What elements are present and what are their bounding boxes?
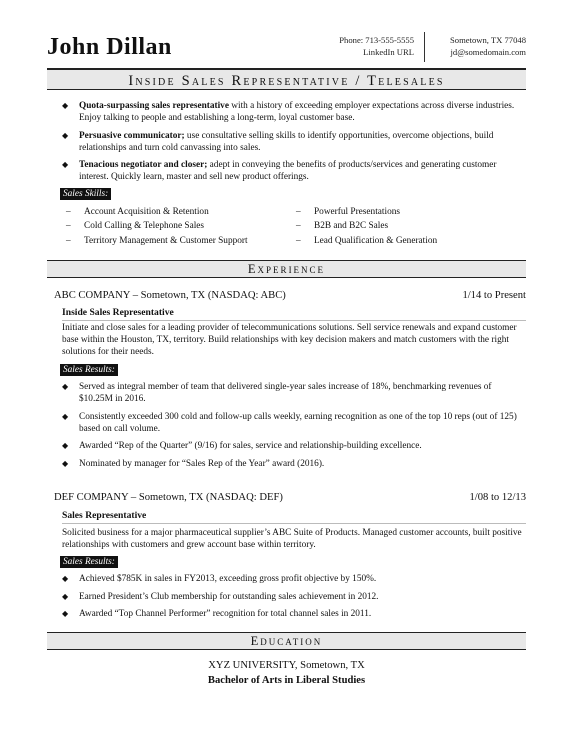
diamond-bullet-icon: ◆ <box>62 101 69 110</box>
skill-item: Powerful Presentations <box>314 207 400 217</box>
school-name: XYZ UNIVERSITY, Sometown, TX <box>208 660 365 671</box>
summary-list <box>62 100 526 189</box>
phone-text: Phone: 713-555-5555 <box>339 35 414 45</box>
skill-item: Territory Management & Customer Support <box>84 235 248 246</box>
skill-item: Lead Qualification & Generation <box>314 235 438 246</box>
skill-item: Cold Calling & Telephone Sales <box>84 221 205 232</box>
contact-block-left <box>300 34 414 58</box>
company-name: DEF COMPANY – Sometown, TX (NASDAQ: DEF) <box>54 492 283 503</box>
sales-results-label: Sales Results: <box>60 364 118 376</box>
summary-text: with a history of exceeding employer expectations across diverse industries. Enjoy talking to people and establishing a long-term, loyal customer base. <box>79 101 515 123</box>
job-role: Sales Representative <box>62 510 526 524</box>
title-banner: Inside Sales Representative / Telesales <box>47 68 526 90</box>
summary-lead: Quota-surpassing sales representative <box>79 101 229 111</box>
job-dates: 1/08 to 12/13 <box>469 492 526 503</box>
summary-lead: Persuasive communicator; <box>79 130 185 141</box>
result-item <box>62 591 526 603</box>
result-item <box>62 608 526 620</box>
job-header <box>54 491 526 504</box>
result-text: Nominated by manager for “Sales Rep of the Year” award (2016). <box>79 458 325 469</box>
skills-column-2 <box>296 205 516 248</box>
linkedin-link[interactable]: LinkedIn URL <box>363 47 414 57</box>
summary-text: adept in conveying the benefits of products/services and generating customer interest. Quickly learn, master and sell new product offerings. <box>79 160 497 182</box>
dash-bullet: – <box>66 221 71 232</box>
results-list <box>62 381 526 475</box>
diamond-bullet-icon: ◆ <box>62 130 69 140</box>
summary-text: use consultative selling skills to identify opportunities, overcome objections, build relationships and turn cold canvassing into sales. <box>79 130 494 153</box>
results-list <box>62 573 526 626</box>
summary-item <box>62 100 526 124</box>
result-text: Served as integral member of team that delivered single-year sales increase of 18%, benchmarking revenues of $10.25M in 2016. <box>79 382 492 404</box>
summary-item <box>62 130 526 154</box>
sales-skills-label: Sales Skills: <box>60 188 111 200</box>
result-text: Achieved $785K in sales in FY2013, exceeding gross profit objective by 150%. <box>79 574 377 584</box>
skills-column-1 <box>66 205 286 248</box>
result-item <box>62 440 526 452</box>
diamond-bullet-icon: ◆ <box>62 591 69 601</box>
skill-item: Account Acquisition & Retention <box>84 207 209 217</box>
result-item <box>62 458 526 470</box>
education-heading: Education <box>47 632 526 650</box>
dash-bullet: – <box>296 207 301 217</box>
diamond-bullet-icon: ◆ <box>62 609 69 618</box>
dash-bullet: – <box>66 235 71 246</box>
dash-bullet: – <box>296 235 301 246</box>
sales-results-label: Sales Results: <box>60 556 118 568</box>
dash-bullet: – <box>66 207 71 217</box>
job-description: Solicited business for a major pharmaceutical supplier’s ABC Suite of Products. Managed customer accounts, built positive relationships with customers and grew account base within territory. <box>62 528 522 550</box>
location-text: Sometown, TX 77048 <box>450 35 526 45</box>
company-name: ABC COMPANY – Sometown, TX (NASDAQ: ABC) <box>54 290 286 301</box>
result-text: Awarded “Rep of the Quarter” (9/16) for sales, service and relationship-building excellence. <box>79 441 422 451</box>
diamond-bullet-icon: ◆ <box>62 382 69 391</box>
dash-bullet: – <box>296 221 301 232</box>
job-dates: 1/14 to Present <box>462 290 526 301</box>
diamond-bullet-icon: ◆ <box>62 574 69 583</box>
result-text: Awarded “Top Channel Performer” recognition for total channel sales in 2011. <box>79 609 372 619</box>
contact-divider <box>424 32 425 62</box>
job-header <box>54 289 526 302</box>
job-role: Inside Sales Representative <box>62 307 526 321</box>
result-item <box>62 381 526 405</box>
skill-item: B2B and B2C Sales <box>314 221 389 232</box>
diamond-bullet-icon: ◆ <box>62 160 69 169</box>
result-text: Earned President’s Club membership for outstanding sales achievement in 2012. <box>79 591 379 602</box>
result-text: Consistently exceeded 300 cold and follow-up calls weekly, earning recognition as one of the top 10 reps (out of 125) based on call volume. <box>79 411 517 434</box>
diamond-bullet-icon: ◆ <box>62 441 69 450</box>
result-item <box>62 573 526 585</box>
job-description: Initiate and close sales for a leading provider of telecommunications solutions. Sell service renewals and expand customer base within the Houston, TX, territory. Build relationships with key decision makers and match customers with the right solutions for their needs. <box>62 323 517 357</box>
summary-lead: Tenacious negotiator and closer; <box>79 160 208 170</box>
diamond-bullet-icon: ◆ <box>62 411 69 421</box>
contact-block-right <box>434 34 526 58</box>
diamond-bullet-icon: ◆ <box>62 458 69 468</box>
email-link[interactable]: jd@somedomain.com <box>450 47 526 57</box>
summary-item <box>62 159 526 183</box>
degree-name: Bachelor of Arts in Liberal Studies <box>207 675 366 686</box>
candidate-name: John Dillan <box>47 34 172 60</box>
result-item <box>62 411 526 435</box>
experience-heading: Experience <box>47 260 526 278</box>
